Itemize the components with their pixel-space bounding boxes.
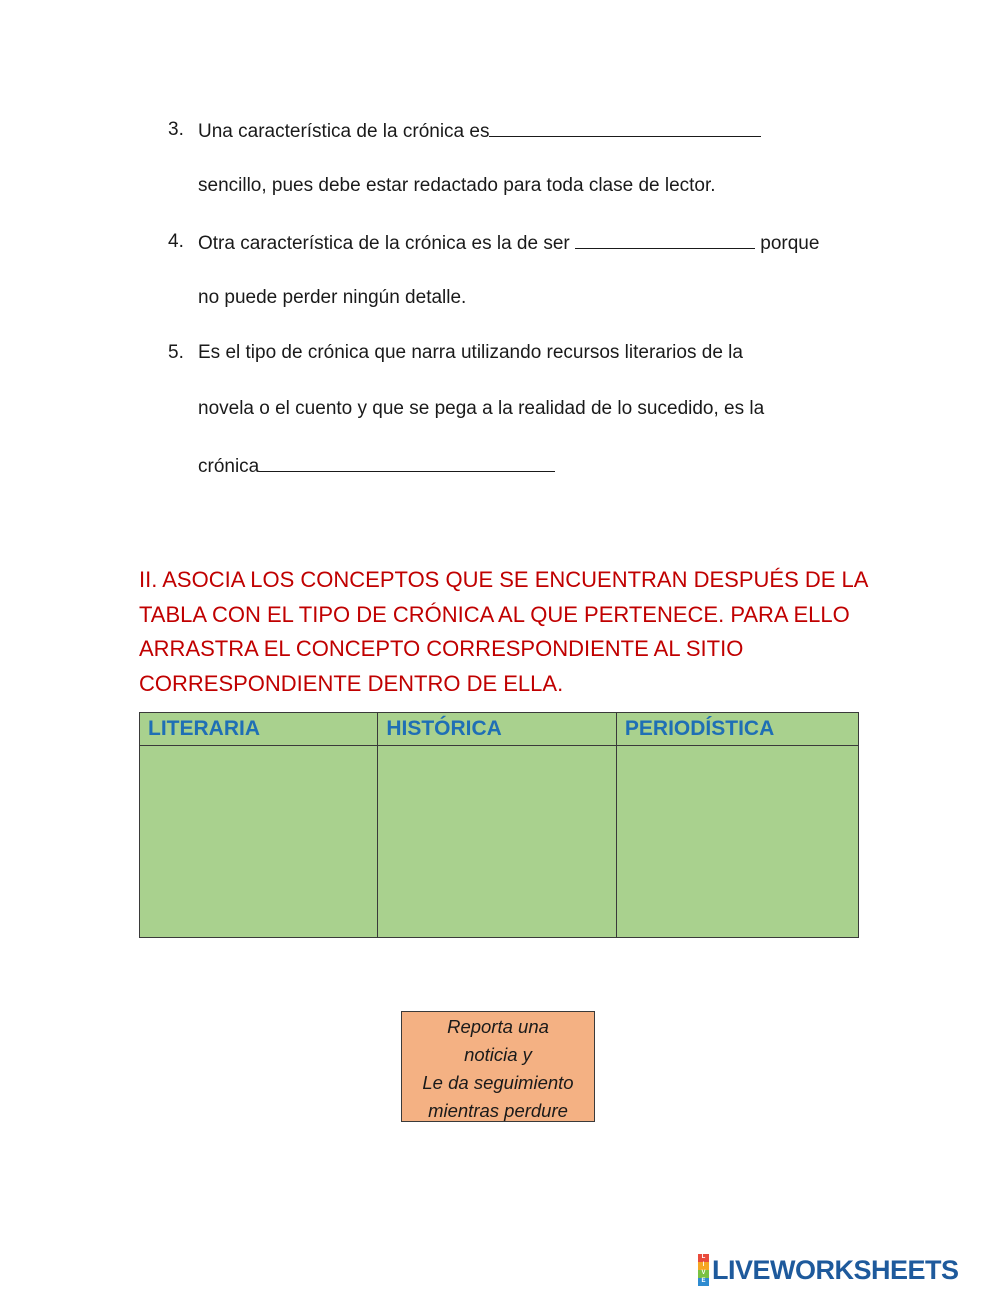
section-2-title-line: ARRASTRA EL CONCEPTO CORRESPONDIENTE AL SITIO xyxy=(139,636,744,661)
draggable-concept-card[interactable] xyxy=(401,1011,595,1122)
question-text: Otra característica de la crónica es la de ser xyxy=(198,233,575,254)
blank-field[interactable] xyxy=(489,118,761,137)
blank-field[interactable] xyxy=(259,453,555,472)
question-text: Una característica de la crónica es xyxy=(198,121,490,142)
card-line: mientras perdure xyxy=(428,1100,568,1121)
header-periodistica: PERIODÍSTICA xyxy=(616,713,858,746)
question-text: Es el tipo de crónica que narra utilizando recursos literarios de la xyxy=(198,342,743,363)
question-number: 5. xyxy=(168,342,184,363)
blank-field[interactable] xyxy=(575,230,755,249)
question-text: no puede perder ningún detalle. xyxy=(198,287,467,308)
liveworksheets-brand xyxy=(698,1255,959,1285)
question-number: 3. xyxy=(168,119,184,140)
drop-zone-literaria[interactable] xyxy=(140,746,378,938)
header-historica: HISTÓRICA xyxy=(378,713,617,746)
section-2-title xyxy=(139,563,869,701)
question-text: sencillo, pues debe estar redactado para toda clase de lector. xyxy=(198,175,716,196)
question-text: novela o el cuento y que se pega a la realidad de lo sucedido, es la xyxy=(198,398,765,419)
section-2-title-line: TABLA CON EL TIPO DE CRÓNICA AL QUE PERTENECE. PARA ELLO xyxy=(139,601,850,627)
drop-zone-periodistica[interactable] xyxy=(616,746,858,938)
drop-zone-historica[interactable] xyxy=(378,746,617,938)
question-text: porque xyxy=(755,233,820,254)
section-2-title-line: II. ASOCIA LOS CONCEPTOS QUE SE ENCUENTRAN DESPUÉS DE LA xyxy=(139,567,869,592)
question-number: 4. xyxy=(168,231,184,252)
section-2-title-line: CORRESPONDIENTE DENTRO DE ELLA. xyxy=(139,670,564,696)
card-line: noticia y xyxy=(464,1044,532,1065)
header-literaria: LITERARIA xyxy=(140,713,378,746)
card-line: Reporta una xyxy=(447,1016,549,1037)
brand-name: LIVEWORKSHEETS xyxy=(712,1255,959,1285)
liveworksheets-logo-icon: L I V E xyxy=(698,1254,709,1286)
card-line: Le da seguimiento xyxy=(422,1072,574,1093)
classification-table xyxy=(139,712,859,938)
question-text: crónica xyxy=(198,456,260,477)
